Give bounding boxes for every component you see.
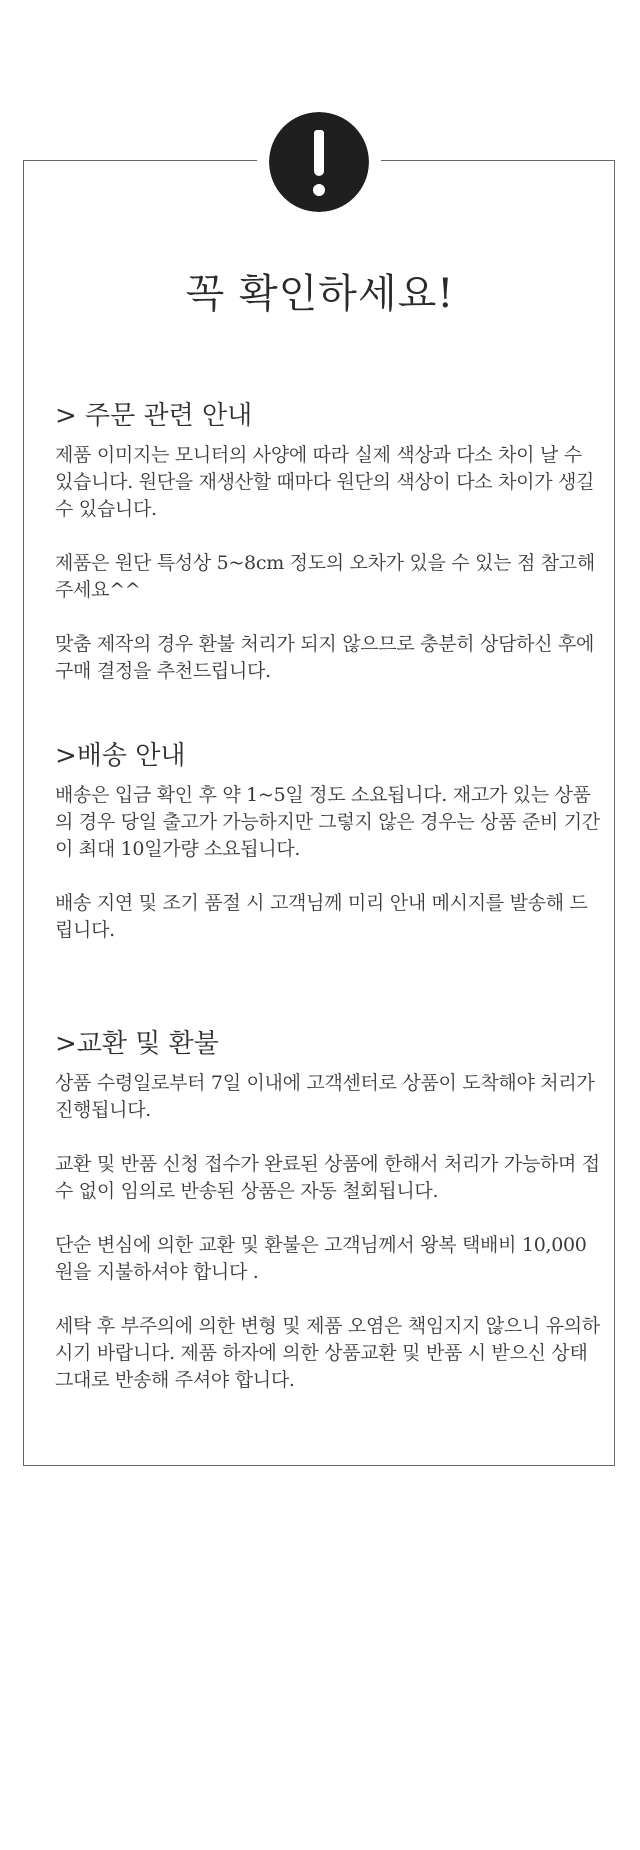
section-heading: >교환 및 환불	[55, 1029, 219, 1059]
paragraph: 제품 이미지는 모니터의 사양에 따라 실제 색상과 다소 차이 날 수 있습니다. 원단을 재생산할 때마다 원단의 색상이 다소 차이가 생길 수 있습니다.	[55, 444, 595, 520]
exclamation-dot	[313, 184, 325, 196]
exclamation-bar	[314, 130, 324, 176]
paragraph: 배송 지연 및 조기 품절 시 고객님께 미리 안내 메시지를 발송해 드립니다.	[55, 892, 588, 941]
section-shipping-info	[55, 735, 600, 944]
page-title: 꼭 확인하세요!	[185, 271, 455, 317]
paragraph: 배송은 입금 확인 후 약 1~5일 정도 소요됩니다. 재고가 있는 상품의 경우 당일 출고가 가능하지만 그렇지 않은 경우는 상품 준비 기간이 최대 10일가량 소요됩니다.	[55, 784, 600, 860]
paragraph: 단순 변심에 의한 교환 및 환불은 고객님께서 왕복 택배비 10,000원을 지불하셔야 합니다 .	[55, 1234, 587, 1283]
paragraph: 맞춤 제작의 경우 환불 처리가 되지 않으므로 충분히 상담하신 후에 구매 결정을 추천드립니다.	[55, 633, 595, 682]
exclamation-icon	[269, 112, 369, 212]
section-heading: >배송 안내	[55, 741, 186, 771]
section-heading: > 주문 관련 안내	[55, 401, 253, 431]
section-order-info	[55, 395, 600, 685]
paragraph: 교환 및 반품 신청 접수가 완료된 상품에 한해서 처리가 가능하며 접수 없이 임의로 반송된 상품은 자동 철회됩니다.	[55, 1153, 600, 1202]
paragraph: 세탁 후 부주의에 의한 변형 및 제품 오염은 책임지지 않으니 유의하시기 바랍니다. 제품 하자에 의한 상품교환 및 반품 시 받으신 상태 그대로 반송해 주셔야 합니다.	[55, 1315, 600, 1391]
section-exchange-refund	[55, 1023, 600, 1394]
paragraph: 상품 수령일로부터 7일 이내에 고객센터로 상품이 도착해야 처리가 진행됩니다.	[55, 1072, 595, 1121]
paragraph: 제품은 원단 특성상 5~8cm 정도의 오차가 있을 수 있는 점 참고해 주세요^^	[55, 552, 595, 601]
